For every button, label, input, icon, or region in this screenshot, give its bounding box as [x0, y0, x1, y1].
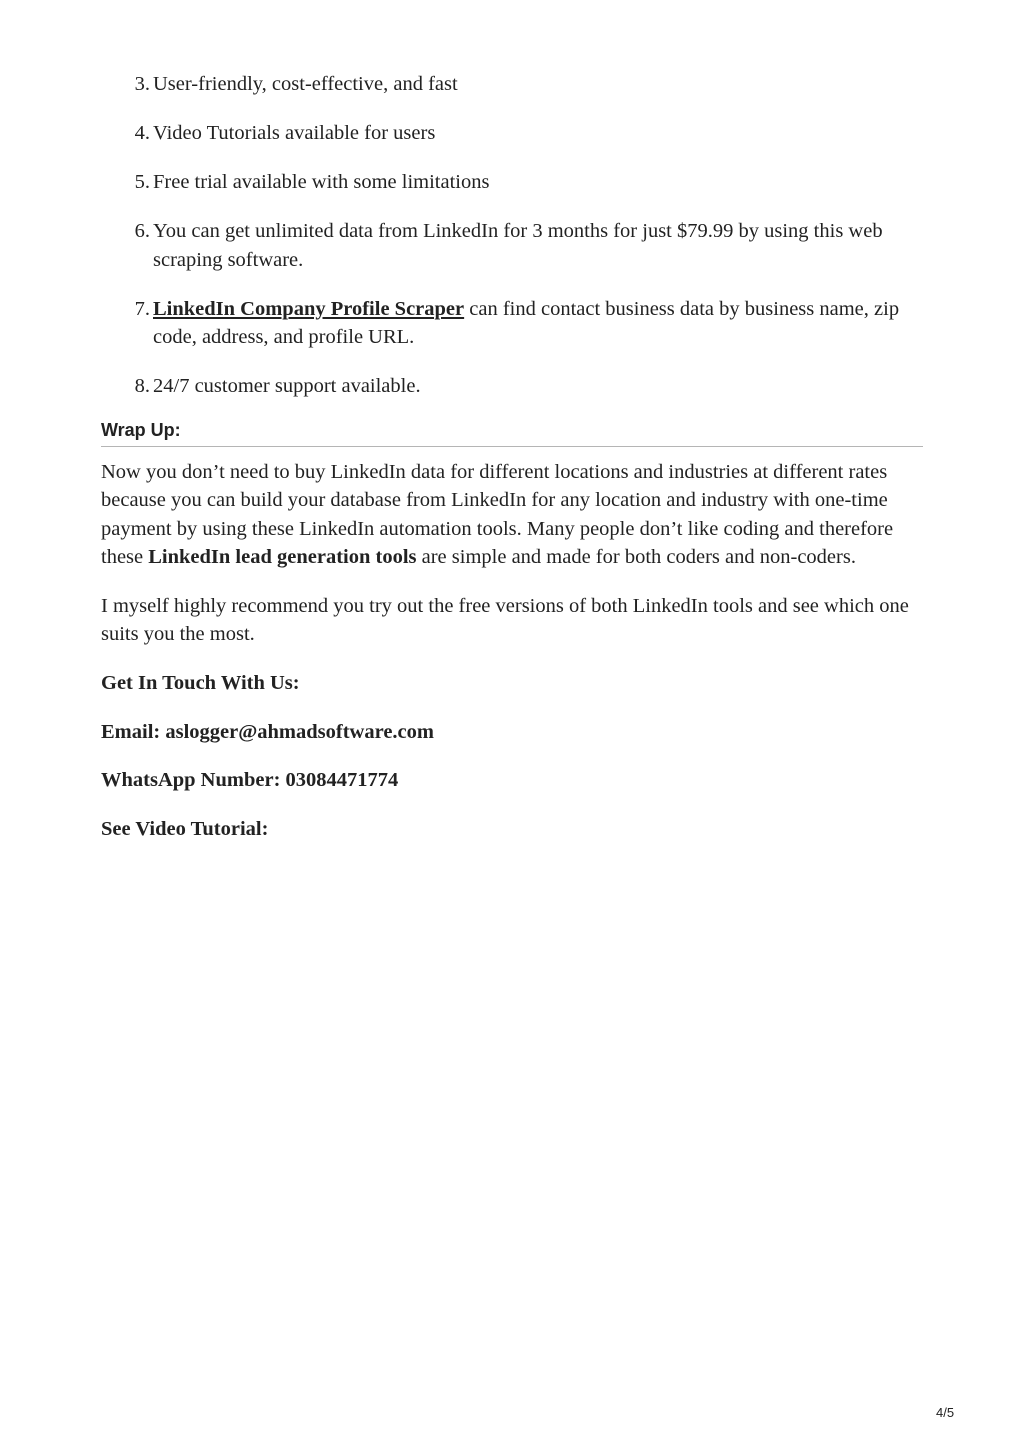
linkedin-company-profile-scraper-link[interactable]: LinkedIn Company Profile Scraper: [153, 297, 465, 320]
paragraph-text: are simple and made for both coders and non-coders.: [416, 545, 856, 568]
list-number: 7.: [134, 297, 150, 320]
video-tutorial-heading: See Video Tutorial:: [101, 818, 269, 841]
wrap-up-heading: Wrap Up:: [101, 419, 923, 447]
list-item: [101, 372, 923, 401]
list-item-text: Video Tutorials available for users: [153, 122, 436, 144]
list-item: [101, 217, 923, 274]
contact-email: Email: aslogger@ahmadsoftware.com: [101, 720, 434, 743]
list-item: [101, 119, 923, 148]
list-item-text: Free trial available with some limitations: [153, 171, 490, 193]
list-number: 5.: [134, 171, 150, 193]
list-number: 3.: [134, 73, 150, 95]
list-item: [101, 168, 923, 197]
page-number: 4/5: [936, 1405, 955, 1420]
bold-phrase: LinkedIn lead generation tools: [148, 545, 417, 568]
list-item-text: 24/7 customer support available.: [153, 375, 421, 397]
contact-heading: Get In Touch With Us:: [101, 671, 300, 694]
feature-list: [101, 70, 923, 401]
wrap-up-paragraph: [101, 458, 923, 571]
recommendation-paragraph: I myself highly recommend you try out the free versions of both LinkedIn tools and see which one suits you the most.: [101, 594, 909, 645]
list-number: 8.: [134, 375, 150, 397]
list-number: 6.: [134, 220, 150, 242]
list-item-text: You can get unlimited data from LinkedIn for 3 months for just $79.99 by using this web scraping software.: [153, 220, 883, 271]
list-item-text: User-friendly, cost-effective, and fast: [153, 73, 458, 95]
list-item: [101, 295, 923, 352]
paragraph-text: Now you don’t need to buy LinkedIn data for different locations and industries at different rates because you can build your database from LinkedIn for any location and industry with one-time payment by using these LinkedIn automation tools. Many people don’t like coding and therefore these: [101, 461, 894, 568]
list-item-text: can find contact business data by business name, zip code, address, and profile URL.: [153, 297, 900, 348]
article-content: [101, 70, 923, 864]
list-item: [101, 70, 923, 99]
list-number: 4.: [134, 122, 150, 144]
contact-whatsapp: WhatsApp Number: 03084471774: [101, 769, 399, 792]
